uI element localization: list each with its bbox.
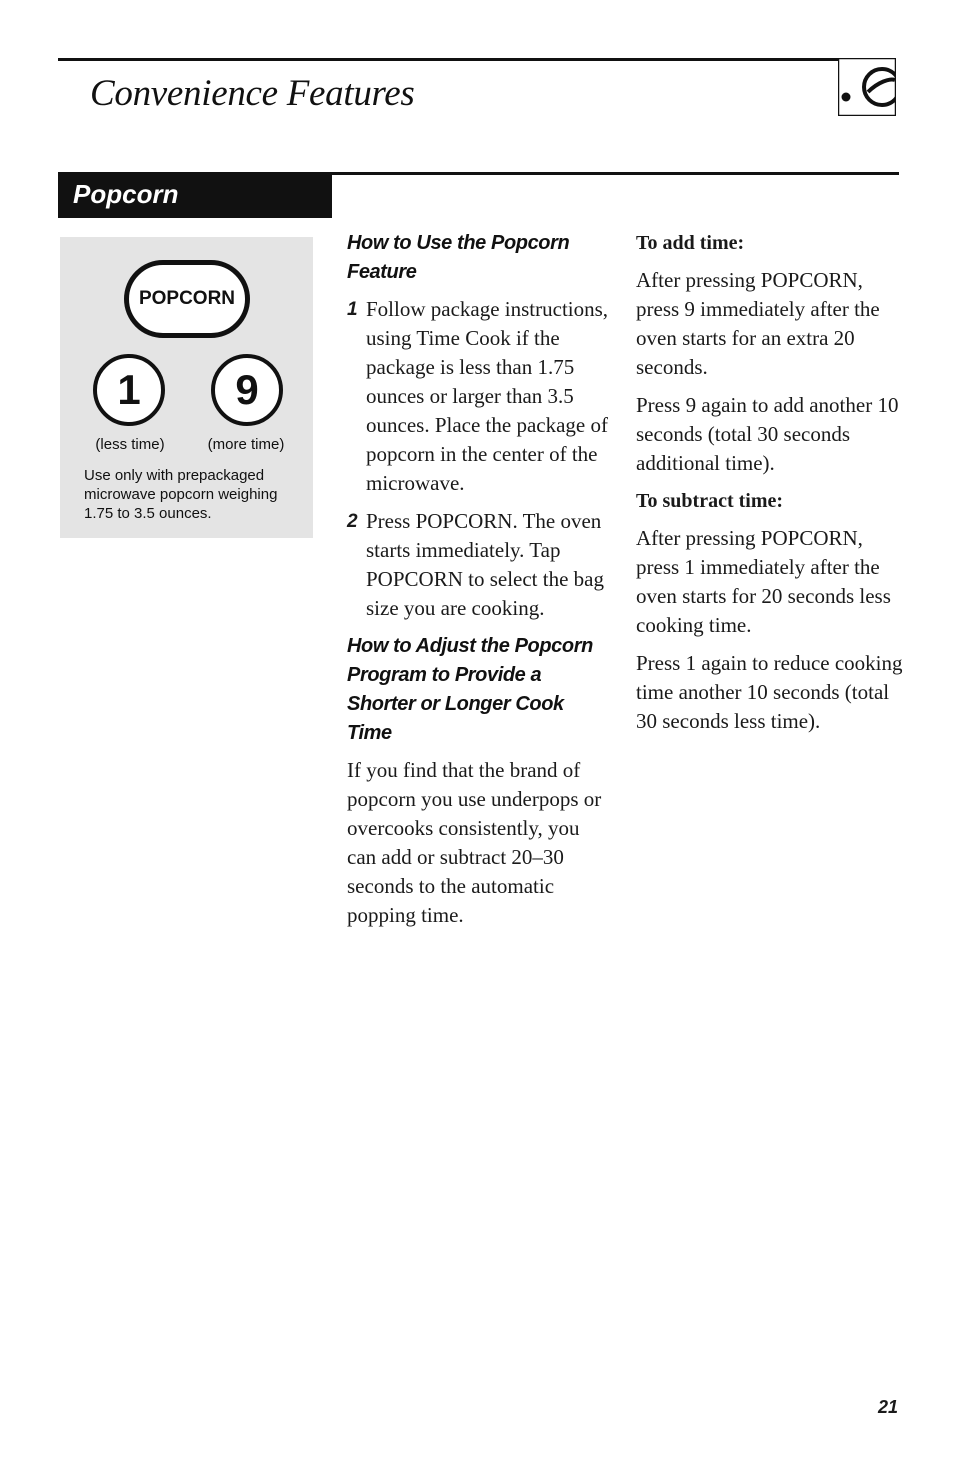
instructions-column xyxy=(347,229,612,939)
step-number: 1 xyxy=(347,299,358,320)
number-key-9: 9 xyxy=(211,354,283,426)
step-text: Follow package instructions, using Time Cook if the package is less than 1.75 ounces or larger than 3.5 ounces. Place the package of popcorn in the center of the microwave. xyxy=(366,297,609,495)
header-rule xyxy=(58,58,896,61)
control-panel-illustration xyxy=(60,237,313,538)
key-1-caption: (less time) xyxy=(95,436,165,453)
page-title: Convenience Features xyxy=(90,73,415,114)
adjust-column xyxy=(636,229,906,745)
how-to-use-heading: How to Use the Popcorn Feature xyxy=(347,232,570,283)
step-number: 2 xyxy=(347,511,358,532)
step-item xyxy=(347,507,612,623)
subtract-time-paragraph: Press 1 again to reduce cooking time another 10 seconds (total 30 seconds less time). xyxy=(636,651,903,733)
subtract-time-heading: To subtract time: xyxy=(636,490,784,512)
panel-note: Use only with prepackaged microwave popcorn weighing 1.75 to 3.5 ounces. xyxy=(84,467,278,522)
step-text: Press POPCORN. The oven starts immediately. Tap POPCORN to select the bag size you are cooking. xyxy=(366,509,604,620)
subtract-time-paragraph: After pressing POPCORN, press 1 immediately after the oven starts for 20 seconds less cooking time. xyxy=(636,526,891,637)
add-time-paragraph: After pressing POPCORN, press 9 immediately after the oven starts for an extra 20 seconds. xyxy=(636,268,880,379)
adjust-heading: How to Adjust the Popcorn Program to Provide a Shorter or Longer Cook Time xyxy=(347,635,593,744)
adjust-body: If you find that the brand of popcorn you use underpops or overcooks consistently, you can add or subtract 20–30 seconds to the automatic popping time. xyxy=(347,758,602,927)
ge-logo-icon xyxy=(838,58,896,116)
add-time-paragraph: Press 9 again to add another 10 seconds (total 30 seconds additional time). xyxy=(636,393,899,475)
section-title: Popcorn xyxy=(58,172,332,218)
popcorn-key: POPCORN xyxy=(124,260,250,338)
number-key-1: 1 xyxy=(93,354,165,426)
add-time-heading: To add time: xyxy=(636,232,745,254)
page-number: 21 xyxy=(877,1397,898,1417)
key-9-caption: (more time) xyxy=(207,436,285,453)
step-item xyxy=(347,295,612,498)
